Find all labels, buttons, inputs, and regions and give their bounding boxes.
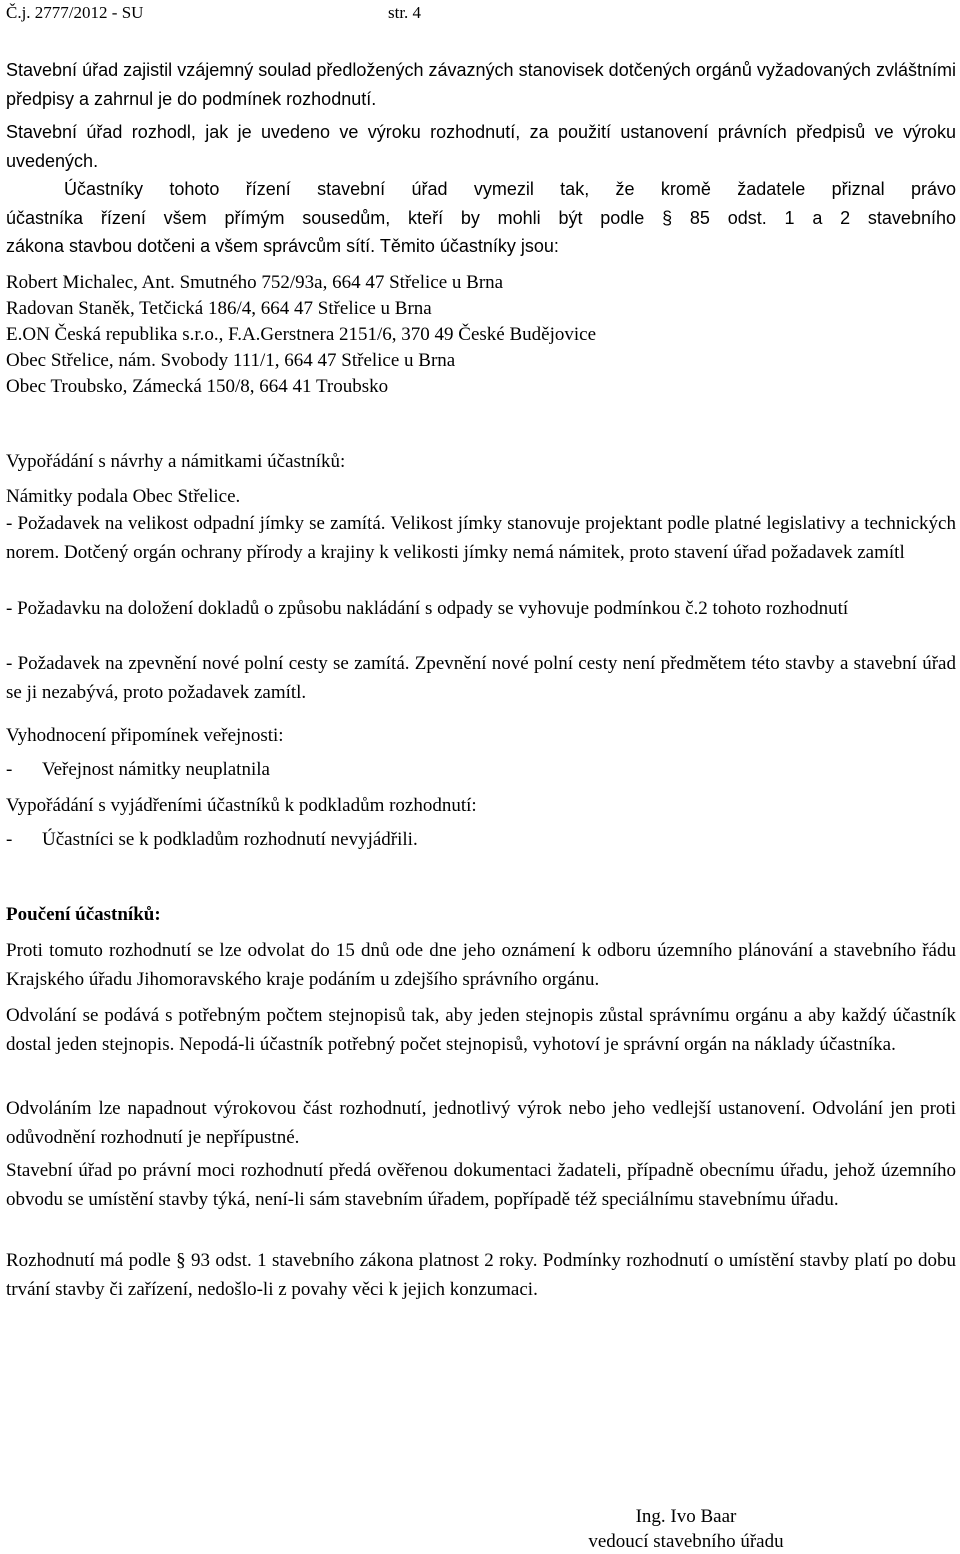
public-comments-item <box>6 756 956 784</box>
statements-item <box>6 826 956 854</box>
instructions-paragraph-1: Proti tomuto rozhodnutí se lze odvolat do 15 dnů ode dne jeho oznámení k odboru územního plánování a stavebního řádu Krajského úřadu Jihomoravského kraje podáním u zdejšího správního orgánu. <box>6 940 956 990</box>
list-dash: - <box>6 829 13 850</box>
objections-heading: Vypořádání s návrhy a námitkami účastníků: <box>6 451 346 472</box>
signatory-name: Ing. Ivo Baar <box>635 1506 737 1527</box>
participants-line-3: zákona stavbou dotčeni a všem správcům sítí. Těmito účastníky jsou: <box>6 236 559 256</box>
instructions-paragraph-5: Rozhodnutí má podle § 93 odst. 1 stavebního zákona platnost 2 roky. Podmínky rozhodnutí o umístění stavby platí po dobu trvání stavby či zařízení, nedošlo-li z povahy věci k jejich konzumaci. <box>6 1250 956 1300</box>
page-number: str. 4 <box>388 3 422 22</box>
instructions-paragraph-3: Odvoláním lze napadnout výrokovou část rozhodnutí, jednotlivý výrok nebo jeho vedlejší ustanovení. Odvolání jen proti odůvodnění rozhodnutí je nepřípustné. <box>6 1098 956 1148</box>
participants-line-2: účastníka řízení všem přímým sousedům, kteří by mohli být podle § 85 odst. 1 a 2 stavebního <box>6 207 956 228</box>
public-comments-heading: Vyhodnocení připomínek veřejnosti: <box>6 725 284 746</box>
page-header <box>6 2 422 24</box>
signatory-role: vedoucí stavebního úřadu <box>588 1531 784 1552</box>
list-item: Obec Střelice, nám. Svobody 111/1, 664 47 Střelice u Brna <box>6 350 456 371</box>
instructions-heading: Poučení účastníků: <box>6 904 161 925</box>
list-dash: - <box>6 759 13 780</box>
signature-block <box>566 1504 806 1554</box>
objection-item-2: - Požadavku na doložení dokladů o způsobu nakládání s odpady se vyhovuje podmínkou č.2 tohoto rozhodnutí <box>6 598 849 619</box>
participants-line-1: Účastníky tohoto řízení stavební úřad vymezil tak, že kromě žadatele přiznal právo <box>64 179 956 199</box>
list-item: E.ON Česká republika s.r.o., F.A.Gerstnera 2151/6, 370 49 České Budějovice <box>6 324 597 345</box>
statements-heading: Vypořádání s vyjádřeními účastníků k podkladům rozhodnutí: <box>6 795 477 816</box>
objections-lead: Námitky podala Obec Střelice. <box>6 486 241 507</box>
paragraph-participants-definition <box>6 175 956 261</box>
paragraph-decision-basis: Stavební úřad rozhodl, jak je uvedeno ve výroku rozhodnutí, za použití ustanovení právních předpisů ve výroku uvedených. <box>6 122 956 171</box>
list-item: Robert Michalec, Ant. Smutného 752/93a, 664 47 Střelice u Brna <box>6 272 504 293</box>
objection-item-3: - Požadavek na zpevnění nové polní cesty se zamítá. Zpevnění nové polní cesty není předmětem této stavby a stavební úřad se ji nezabývá, proto požadavek zamítl. <box>6 653 956 703</box>
public-comments-text: Veřejnost námitky neuplatnila <box>42 759 270 780</box>
list-item: Radovan Staněk, Tetčická 186/4, 664 47 Střelice u Brna <box>6 298 432 319</box>
participants-list <box>6 270 596 400</box>
instructions-paragraph-4: Stavební úřad po právní moci rozhodnutí předá ověřenou dokumentaci žadateli, případně obecnímu úřadu, jehož územního obvodu se umístění stavby týká, není-li sám stavebním úřadem, popřípadě též speciálnímu stavebnímu úřadu. <box>6 1160 956 1210</box>
objection-item-1: - Požadavek na velikost odpadní jímky se zamítá. Velikost jímky stanovuje projektant podle platné legislativy a technických norem. Dotčený orgán ochrany přírody a krajiny k velikosti jímky nemá námitek, proto stavení úřad požadavek zamítl <box>6 513 956 563</box>
instructions-paragraph-2: Odvolání se podává s potřebným počtem stejnopisů tak, aby jeden stejnopis zůstal správnímu orgánu a aby každý účastník dostal jeden stejnopis. Nepodá-li účastník potřebný počet stejnopisů, vyhotoví je správní orgán na náklady účastníka. <box>6 1005 956 1055</box>
statements-text: Účastníci se k podkladům rozhodnutí nevyjádřili. <box>42 829 418 850</box>
list-item: Obec Troubsko, Zámecká 150/8, 664 41 Troubsko <box>6 376 389 397</box>
paragraph-consistency: Stavební úřad zajistil vzájemný soulad předložených závazných stanovisek dotčených orgánů vyžadovaných zvláštními předpisy a zahrnul je do podmínek rozhodnutí. <box>6 60 956 109</box>
case-reference: Č.j. 2777/2012 - SU <box>6 3 144 22</box>
